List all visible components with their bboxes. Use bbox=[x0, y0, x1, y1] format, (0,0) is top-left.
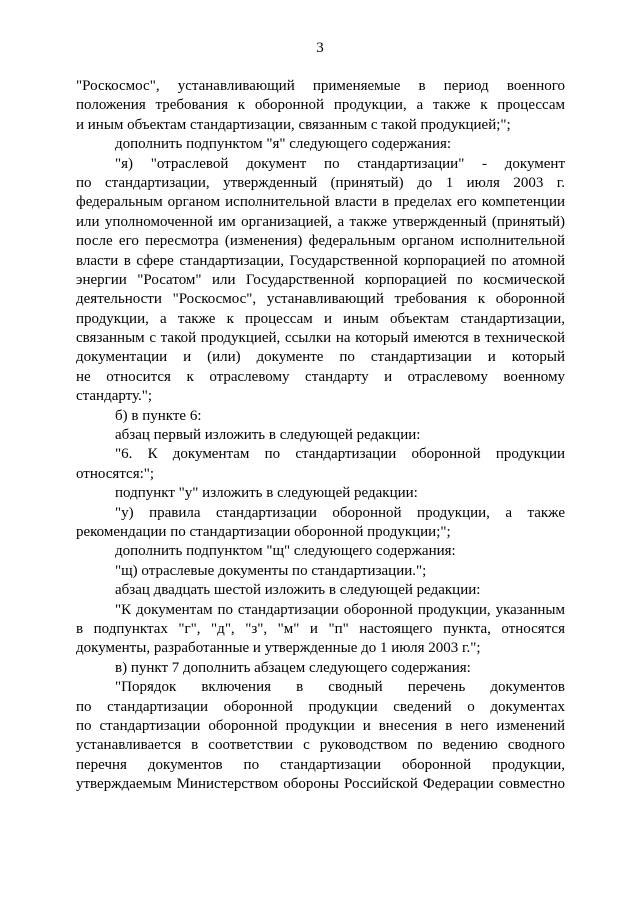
text-line: стандарту."; bbox=[76, 388, 153, 405]
text-line: "у) правила стандартизации оборонной продукции, а также bbox=[115, 504, 565, 521]
paragraph bbox=[76, 504, 565, 543]
text-line: дополнить подпунктом "я" следующего содержания: bbox=[115, 136, 452, 153]
text-line: относятся:"; bbox=[76, 465, 155, 482]
text-line: деятельности "Роскосмос", устанавливающий требования к оборонной bbox=[76, 291, 565, 308]
text-line: в подпунктах "г", "д", "з", "м" и "п" настоящего пункта, относятся bbox=[76, 620, 565, 637]
paragraph bbox=[76, 407, 565, 426]
text-line: и иным объектам стандартизации, связанным с такой продукцией;"; bbox=[76, 116, 511, 133]
text-line: дополнить подпунктом "щ" следующего содержания: bbox=[115, 543, 456, 560]
paragraph bbox=[76, 562, 565, 581]
text-line: федеральным органом исполнительной власти в пределах его компетенции bbox=[76, 194, 565, 211]
text-line: по стандартизации оборонной продукции сведений о документах bbox=[76, 698, 565, 715]
paragraph bbox=[76, 678, 565, 794]
page-number: 3 bbox=[316, 40, 324, 56]
text-line: или уполномоченной им организацией, а также утвержденный (принятый) bbox=[76, 213, 565, 230]
text-line: документации и (или) документе по стандартизации и который bbox=[76, 349, 565, 366]
text-line: "Порядок включения в сводный перечень документов bbox=[115, 679, 565, 696]
document-body bbox=[76, 77, 565, 794]
text-line: подпункт "у" изложить в следующей редакции: bbox=[115, 485, 418, 502]
paragraph bbox=[76, 601, 565, 659]
text-line: "К документам по стандартизации оборонной продукции, указанным bbox=[115, 601, 565, 618]
text-line: по стандартизации оборонной продукции и внесения в него изменений bbox=[76, 717, 565, 734]
paragraph bbox=[76, 659, 565, 678]
paragraph bbox=[76, 77, 565, 135]
paragraph bbox=[76, 484, 565, 503]
paragraph bbox=[76, 445, 565, 484]
text-line: в) пункт 7 дополнить абзацем следующего содержания: bbox=[115, 659, 471, 676]
text-line: после его пересмотра (изменения) федеральным органом исполнительной bbox=[76, 233, 565, 250]
text-line: "щ) отраслевые документы по стандартизации."; bbox=[115, 562, 427, 579]
text-line: документы, разработанные и утвержденные до 1 июля 2003 г."; bbox=[76, 640, 481, 657]
paragraph bbox=[76, 426, 565, 445]
paragraph bbox=[76, 581, 565, 600]
text-line: б) в пункте 6: bbox=[115, 407, 202, 424]
paragraph bbox=[76, 542, 565, 561]
text-line: утверждаемым Министерством обороны Российской Федерации совместно bbox=[76, 776, 565, 793]
text-line: рекомендации по стандартизации оборонной продукции;"; bbox=[76, 523, 451, 540]
text-line: перечня документов по стандартизации оборонной продукции, bbox=[76, 756, 565, 773]
text-line: энергии "Росатом" или Государственной корпорацией по космической bbox=[76, 271, 565, 288]
paragraph bbox=[76, 135, 565, 154]
text-line: "6. К документам по стандартизации оборонной продукции bbox=[115, 446, 565, 463]
text-line: связанным с такой продукцией, ссылки на который имеются в технической bbox=[76, 330, 565, 347]
text-line: продукции, а также к процессам и иным объектам стандартизации, bbox=[76, 310, 565, 327]
text-line: по стандартизации, утвержденный (принятый) до 1 июля 2003 г. bbox=[76, 174, 565, 191]
text-line: устанавливается в соответствии с руководством по ведению сводного bbox=[76, 737, 565, 754]
text-line: абзац первый изложить в следующей редакции: bbox=[115, 427, 421, 444]
text-line: не относится к отраслевому стандарту и отраслевому военному bbox=[76, 368, 565, 385]
text-line: "Роскосмос", устанавливающий применяемые в период военного bbox=[76, 78, 565, 94]
text-line: абзац двадцать шестой изложить в следующей редакции: bbox=[115, 582, 481, 599]
text-line: положения требования к оборонной продукции, а также к процессам bbox=[76, 97, 565, 114]
text-line: "я) "отраслевой документ по стандартизации" - документ bbox=[115, 155, 565, 172]
paragraph bbox=[76, 155, 565, 407]
text-line: власти в сфере стандартизации, Государственной корпорацией по атомной bbox=[76, 252, 565, 269]
